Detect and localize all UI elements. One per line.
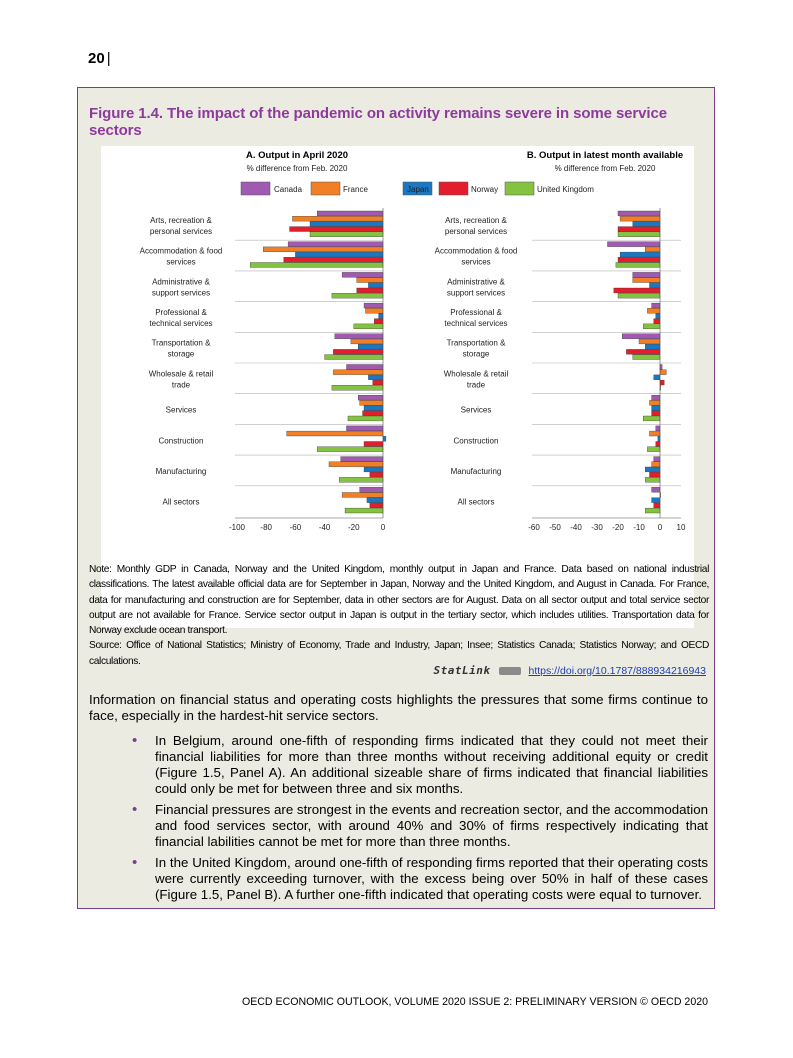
bar-france [652, 462, 660, 467]
bullet-list [89, 733, 708, 903]
category-label: Services [460, 405, 492, 415]
bar-japan [658, 436, 660, 441]
legend-swatch [311, 182, 340, 195]
bar-japan [620, 252, 660, 257]
bar-france [360, 400, 383, 405]
bar-japan [645, 467, 660, 472]
bar-united-kingdom [339, 477, 383, 482]
category-label: support services [151, 288, 211, 298]
bar-united-kingdom [618, 293, 660, 298]
bar-canada [652, 395, 660, 400]
category-label: technical services [149, 318, 213, 328]
bar-japan [364, 467, 383, 472]
bar-united-kingdom [616, 263, 660, 268]
category-label: Arts, recreation & [445, 215, 507, 225]
bar-norway [654, 319, 660, 324]
bar-japan [383, 436, 386, 441]
x-tick-label: -30 [591, 523, 603, 532]
page-number-separator: | [106, 50, 111, 67]
bullet-item: • In Belgium, around one-fifth of responding firms indicated that they could not meet their financial liabilities for more than three months without receiving additional equity or credit (Figure 1.5, Panel A). An additional sizeable share of firms indicated that financial liabilities could only be met for between three and six months. [132, 732, 708, 796]
category-label: personal services [149, 226, 213, 236]
category-label: personal services [444, 226, 508, 236]
bar-canada [652, 303, 660, 308]
x-tick-label: 10 [676, 523, 686, 532]
x-tick-label: -60 [528, 523, 540, 532]
bar-japan [358, 344, 383, 349]
x-tick-label: -20 [348, 523, 360, 532]
legend-label: Canada [274, 185, 303, 194]
bar-united-kingdom [332, 385, 383, 390]
bar-norway [290, 227, 383, 232]
bar-japan [367, 498, 383, 503]
bar-norway [363, 411, 383, 416]
figure-note [89, 562, 709, 669]
bar-united-kingdom [647, 447, 660, 452]
bar-japan [379, 314, 383, 319]
page-footer: OECD ECONOMIC OUTLOOK, VOLUME 2020 ISSUE 2: PRELIMINARY VERSION © OECD 2020 [241, 996, 708, 1008]
bar-japan [368, 283, 383, 288]
bar-japan [656, 314, 660, 319]
bar-japan [645, 344, 660, 349]
bar-japan [368, 375, 383, 380]
bar-france [357, 278, 383, 283]
intro-paragraph: Information on financial status and operating costs highlights the pressures that some firms continue to face, especially in the hardest-hit service sectors. [89, 692, 708, 723]
bar-norway [660, 380, 664, 385]
legend-label: Norway [471, 185, 499, 194]
bar-norway [614, 288, 660, 293]
bar-norway [650, 472, 661, 477]
legend-label: Japan [407, 185, 429, 194]
source-text: Source: Office of National Statistics; Ministry of Economy, Trade and Industry, Japan; Insee; Statistics Canada; Statistics Norway; and OECD calculations. [89, 640, 709, 667]
statlink-icon [499, 667, 521, 675]
bar-france [292, 216, 383, 221]
bar-france [263, 247, 383, 252]
category-label: Transportation & [151, 338, 211, 348]
bar-canada [633, 272, 660, 277]
bullet-icon: • [132, 801, 138, 818]
bar-france [342, 493, 383, 498]
bar-canada [358, 395, 383, 400]
bar-united-kingdom [345, 508, 383, 513]
bar-france [365, 308, 383, 313]
bar-france [650, 431, 661, 436]
bar-norway [618, 257, 660, 262]
panel-subtitle: % difference from Feb. 2020 [554, 164, 656, 173]
bar-france [647, 308, 660, 313]
bar-norway [654, 503, 660, 508]
bar-canada [622, 334, 660, 339]
category-label: Administrative & [447, 277, 505, 287]
bar-japan [633, 221, 660, 226]
bar-japan [310, 221, 383, 226]
x-tick-label: -100 [228, 523, 246, 532]
bar-norway [374, 319, 383, 324]
bullet-item: • In the United Kingdom, around one-fifth of responding firms reported that their operating costs were currently exceeding turnover, with the excess being over 50% in half of these cases (Figure 1.5, Panel B). A further one-fifth indicated that operating costs were equal to turnover. [132, 854, 708, 902]
bar-norway [364, 442, 383, 447]
bar-france [660, 370, 666, 375]
bullet-icon: • [132, 854, 138, 871]
bar-canada [342, 272, 383, 277]
bar-france [329, 462, 383, 467]
category-label: services [166, 257, 196, 267]
body-text [89, 692, 708, 908]
bar-canada [364, 303, 383, 308]
bullet-item: • Financial pressures are strongest in the events and recreation sector, and the accommodation and food services sector, with around 40% and 30% of firms respectively indicating that financial labilities cannot be met for more than three months. [132, 801, 708, 849]
x-tick-label: -40 [570, 523, 582, 532]
category-label: Professional & [450, 307, 502, 317]
category-label: Transportation & [446, 338, 506, 348]
bar-france [333, 370, 383, 375]
category-label: Accommodation & food [434, 246, 518, 256]
bar-canada [652, 487, 660, 492]
bar-norway [370, 503, 383, 508]
x-tick-label: -60 [289, 523, 302, 532]
category-label: services [461, 257, 491, 267]
bar-france [287, 431, 383, 436]
bar-norway [357, 288, 383, 293]
legend-swatch [505, 182, 534, 195]
panel-title: A. Output in April 2020 [245, 150, 349, 161]
bar-france [650, 400, 661, 405]
x-tick-label: -10 [633, 523, 645, 532]
statlink-url[interactable]: https://doi.org/10.1787/888934216943 [528, 664, 706, 677]
bar-united-kingdom [348, 416, 383, 421]
bar-france [639, 339, 660, 344]
bar-united-kingdom [643, 416, 660, 421]
legend-swatch [241, 182, 270, 195]
category-label: All sectors [457, 497, 495, 507]
bar-norway [333, 349, 383, 354]
bar-united-kingdom [250, 263, 383, 268]
category-label: Arts, recreation & [150, 215, 212, 225]
x-tick-label: 0 [380, 523, 386, 532]
category-label: All sectors [162, 497, 200, 507]
bar-japan [295, 252, 383, 257]
bar-canada [360, 487, 383, 492]
category-label: technical services [444, 318, 508, 328]
category-label: Construction [158, 436, 204, 446]
legend-swatch [439, 182, 468, 195]
bar-united-kingdom [633, 355, 660, 360]
bar-france [633, 278, 660, 283]
category-label: Professional & [155, 307, 207, 317]
category-label: Wholesale & retail [443, 369, 509, 379]
bar-canada [618, 211, 660, 216]
bar-united-kingdom [317, 447, 383, 452]
bar-japan [650, 283, 661, 288]
panel-subtitle: % difference from Feb. 2020 [246, 164, 348, 173]
bar-norway [370, 472, 383, 477]
bar-united-kingdom [310, 232, 383, 237]
x-tick-label: -80 [260, 523, 272, 532]
note-text: Note: Monthly GDP in Canada, Norway and the United Kingdom, monthly output in Japan and France. Data based on national industrial classifications. The latest available official data are for September in Japan, Norway and the United Kingdom, and August in Canada. For France, data for manufacturing and construction are for September, data in other sectors are for August. Data on all sector output and total service sector output are not available for France. Service sector output in Japan is output in the tertiary sector, which includes utilities. Transportation data for Norway exclude ocean transport. [89, 564, 709, 637]
category-label: storage [167, 349, 195, 359]
bar-united-kingdom [645, 477, 660, 482]
category-label: Manufacturing [450, 466, 502, 476]
x-tick-label: -50 [549, 523, 561, 532]
bar-canada [335, 334, 383, 339]
category-label: trade [171, 380, 191, 390]
category-label: Services [165, 405, 197, 415]
bar-japan [652, 498, 660, 503]
bullet-icon: • [132, 732, 138, 749]
bar-france [351, 339, 383, 344]
category-label: Manufacturing [155, 466, 207, 476]
bar-canada [660, 365, 662, 370]
x-tick-label: 0 [657, 523, 663, 532]
bar-united-kingdom [354, 324, 383, 329]
bar-france [645, 247, 660, 252]
legend-label: France [343, 185, 368, 194]
bar-canada [654, 457, 660, 462]
bar-canada [656, 426, 660, 431]
bar-japan [652, 406, 660, 411]
bar-france [620, 216, 660, 221]
bar-united-kingdom [645, 508, 660, 513]
panel-title: B. Output in latest month available [526, 150, 684, 161]
bar-united-kingdom [325, 355, 383, 360]
bar-norway [618, 227, 660, 232]
bar-canada [341, 457, 383, 462]
category-label: Wholesale & retail [148, 369, 214, 379]
figure-title: Figure 1.4. The impact of the pandemic on activity remains severe in some service sectors [89, 105, 667, 139]
figure-chart [101, 146, 694, 546]
bar-norway [284, 257, 383, 262]
bar-norway [373, 380, 383, 385]
bar-japan [364, 406, 383, 411]
x-tick-label: -20 [612, 523, 624, 532]
bar-canada [317, 211, 383, 216]
category-label: Administrative & [152, 277, 210, 287]
page-number: 20 | [88, 50, 111, 67]
chart-area [101, 146, 694, 628]
statlink [434, 664, 706, 677]
category-label: storage [462, 349, 490, 359]
category-label: trade [466, 380, 486, 390]
category-label: Accommodation & food [139, 246, 223, 256]
bar-norway [656, 442, 660, 447]
bar-japan [654, 375, 660, 380]
category-label: support services [446, 288, 506, 298]
bar-canada [288, 242, 383, 247]
bar-canada [347, 365, 384, 370]
bar-united-kingdom [332, 293, 383, 298]
x-tick-label: -40 [318, 523, 331, 532]
category-label: Construction [453, 436, 499, 446]
statlink-logo: StatLink [433, 664, 491, 677]
bar-norway [626, 349, 660, 354]
bar-united-kingdom [643, 324, 660, 329]
bar-canada [347, 426, 384, 431]
bar-united-kingdom [618, 232, 660, 237]
bar-norway [652, 411, 660, 416]
figure-box [77, 87, 715, 909]
bar-canada [608, 242, 661, 247]
legend-label: United Kingdom [537, 185, 594, 194]
